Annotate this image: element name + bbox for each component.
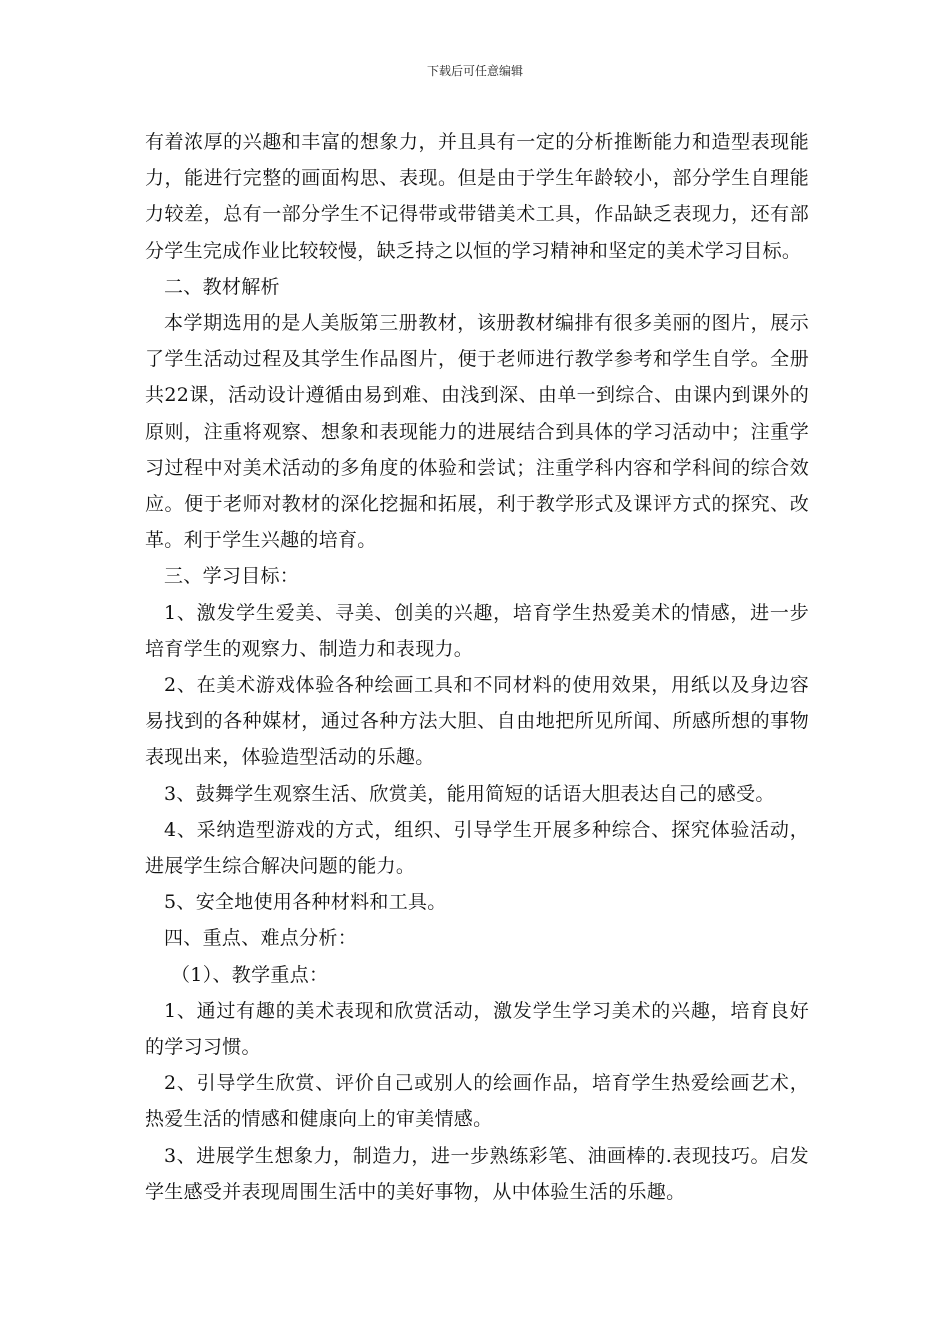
heading-textbook-analysis: 二、教材解析 [164, 275, 280, 298]
heading-key-points: 四、重点、难点分析： [164, 927, 358, 950]
goal-item-5: 5、安全地使用各种材料和工具。 [164, 891, 447, 914]
page-header: 下载后可任意编辑 [426, 64, 523, 78]
goal-item-1: 1、激发学生爱美、寻美、创美的兴趣，培育学生热爱美术的情感，进一步培育学生的观察力、制造力和表现力。 [145, 601, 809, 660]
paragraph-student-analysis-continued: 有着浓厚的兴趣和丰富的想象力，并且具有一定的分析推断能力和造型表现能力，能进行完整的画面构思、表现。但是由于学生年龄较小，部分学生自理能力较差，总有一部分学生不记得带或带错美术工具，作品缺乏表现力，还有部分学生完成作业比较较慢，缺乏持之以恒的学习精神和坚定的美术学习目标。 [145, 131, 809, 262]
goal-item-4: 4、采纳造型游戏的方式，组织、引导学生开展多种综合、探究体验活动，进展学生综合解决问题的能力。 [145, 818, 809, 878]
focus-item-3: 3、进展学生想象力，制造力，进一步熟练彩笔、油画棒的.表现技巧。启发学生感受并表现周围生活中的美好事物，从中体验生活的乐趣。 [145, 1144, 809, 1203]
goal-item-3: 3、鼓舞学生观察生活、欣赏美，能用简短的话语大胆表达自己的感受。 [164, 782, 775, 805]
focus-item-2: 2、引导学生欣赏、评价自己或别人的绘画作品，培育学生热爱绘画艺术，热爱生活的情感和健康向上的审美情感。 [145, 1072, 809, 1131]
heading-learning-goals: 三、学习目标： [164, 565, 300, 588]
goal-item-2: 2、在美术游戏体验各种绘画工具和不同材料的使用效果，用纸以及身边容易找到的各种媒材，通过各种方法大胆、自由地把所见所闻、所感所想的事物表现出来，体验造型活动的乐趣。 [145, 674, 809, 769]
document-body [145, 124, 809, 1210]
focus-item-1: 1、通过有趣的美术表现和欣赏活动，激发学生学习美术的兴趣，培育良好的学习习惯。 [145, 999, 809, 1059]
paragraph-textbook-analysis: 本学期选用的是人美版第三册教材，该册教材编排有很多美丽的图片，展示了学生活动过程及其学生作品图片，便于老师进行教学参考和学生自学。全册共22课，活动设计遵循由易到难、由浅到深、由单一到综合、由课内到课外的原则，注重将观察、想象和表现能力的进展结合到具体的学习活动中；注重学习过程中对美术活动的多角度的体验和尝试；注重学科内容和学科间的综合效应。便于老师对教材的深化挖掘和拓展，利于教学形式及课评方式的探究、改革。利于学生兴趣的培育。 [145, 312, 809, 552]
subheading-teaching-focus: （1）、教学重点： [171, 963, 329, 986]
